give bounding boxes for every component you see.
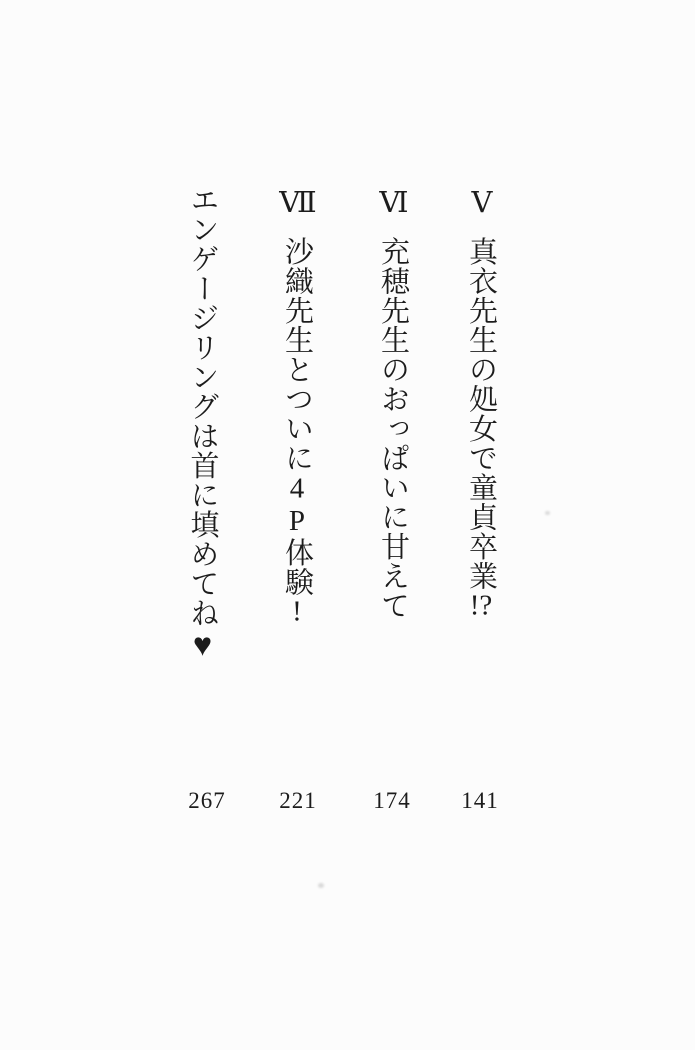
scan-speck [318,883,324,888]
chapter-7-page-number: 221 [279,788,317,813]
chapter-5-page-number: 141 [461,788,499,813]
chapter-7-title-latin: 4P [281,472,313,538]
chapter-5-title: 真衣先生の処女で童貞卒業 [465,236,497,591]
heart-icon: ♥ [184,627,221,664]
toc-entry-chapter-5 [466,185,495,620]
chapter-6-numeral: Ⅵ [377,185,409,220]
chapter-5-title-punctuation: !? [469,590,493,620]
chapter-6-page-number: 174 [373,788,411,813]
toc-entry-epilogue [184,185,221,664]
chapter-7-title-rest: 体験 [281,537,313,597]
epilogue-title: エンゲージリングは首に填めてね [186,185,219,628]
scan-speck [545,511,550,515]
chapter-7-title-punctuation: ! [292,596,302,626]
chapter-7-title: 沙織先生とついに [281,236,313,473]
chapter-6-title: 充穂先生のおっぱいに甘えて [377,236,409,620]
toc-entry-chapter-7 [282,185,311,626]
chapter-7-numeral: Ⅶ [281,185,313,220]
toc-entry-chapter-6 [378,185,407,620]
epilogue-page-number: 267 [188,788,226,813]
chapter-5-numeral: Ⅴ [465,185,497,220]
